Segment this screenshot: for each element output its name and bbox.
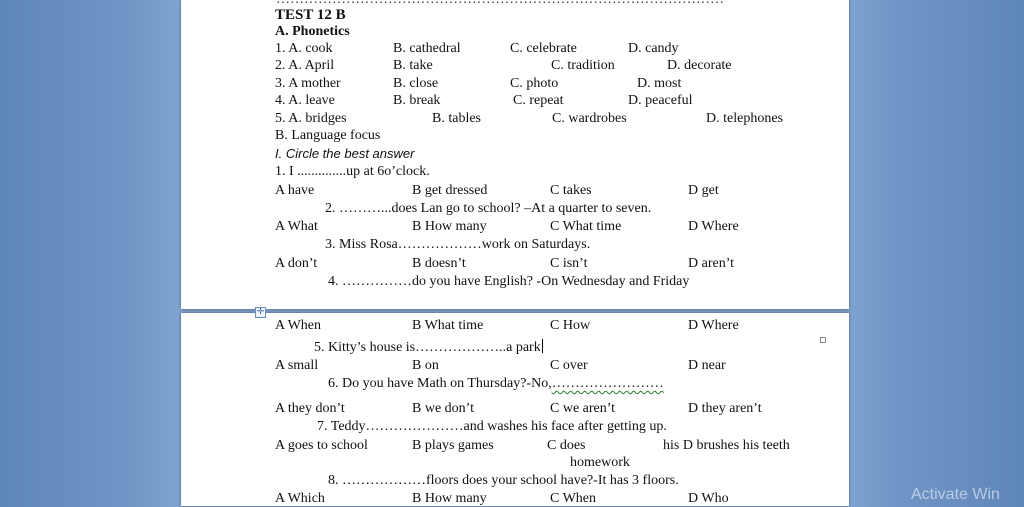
question-5-text[interactable]: 5. Kitty’s house is………………..a park bbox=[314, 340, 541, 355]
q7-option-c[interactable]: C does bbox=[547, 438, 586, 453]
q2-option-b[interactable]: B How many bbox=[412, 219, 487, 234]
q2-option-c[interactable]: C What time bbox=[550, 219, 622, 234]
q5-option-a[interactable]: A small bbox=[275, 358, 319, 373]
phonetics-1-d[interactable]: D. candy bbox=[628, 41, 679, 56]
q1-option-a[interactable]: A have bbox=[275, 183, 315, 198]
q4-option-d[interactable]: D Where bbox=[688, 318, 739, 333]
phonetics-1-b[interactable]: B. cathedral bbox=[393, 41, 461, 56]
phonetics-5-d[interactable]: D. telephones bbox=[706, 111, 783, 126]
question-5[interactable] bbox=[314, 339, 543, 356]
question-6[interactable] bbox=[328, 376, 664, 392]
q3-option-d[interactable]: D aren’t bbox=[688, 256, 734, 271]
phonetics-5-a[interactable]: 5. A. bridges bbox=[275, 111, 347, 126]
q3-option-a[interactable]: A don’t bbox=[275, 256, 318, 271]
q6-option-a[interactable]: A they don’t bbox=[275, 401, 345, 416]
phonetics-5-c[interactable]: C. wardrobes bbox=[552, 111, 627, 126]
q7-option-c-wrap[interactable]: homework bbox=[570, 455, 630, 470]
table-move-handle-icon[interactable]: ✛ bbox=[256, 307, 265, 317]
section-language-heading[interactable]: B. Language focus bbox=[275, 128, 381, 143]
activate-windows-watermark: Activate Win bbox=[911, 486, 1000, 503]
q7-option-b[interactable]: B plays games bbox=[412, 438, 494, 453]
table-resize-handle-icon[interactable] bbox=[820, 337, 826, 343]
q4-option-b[interactable]: B What time bbox=[412, 318, 484, 333]
phonetics-1-a[interactable]: 1. A. cook bbox=[275, 41, 333, 56]
phonetics-3-d[interactable]: D. most bbox=[637, 76, 682, 91]
question-1[interactable]: 1. I ..............up at 6o’clock. bbox=[275, 164, 430, 179]
phonetics-2-b[interactable]: B. take bbox=[393, 58, 433, 73]
q3-option-b[interactable]: B doesn’t bbox=[412, 256, 466, 271]
q7-option-d[interactable]: his D brushes his teeth bbox=[663, 438, 790, 453]
q8-option-b[interactable]: B How many bbox=[412, 491, 487, 506]
q8-option-c[interactable]: C When bbox=[550, 491, 597, 506]
question-3[interactable]: 3. Miss Rosa………………work on Saturdays. bbox=[325, 237, 591, 252]
q8-option-a[interactable]: A Which bbox=[275, 491, 325, 506]
q1-option-d[interactable]: D get bbox=[688, 183, 719, 198]
question-6-text[interactable]: 6. Do you have Math on Thursday?-No, bbox=[328, 376, 552, 391]
phonetics-5-b[interactable]: B. tables bbox=[432, 111, 481, 126]
q1-option-c[interactable]: C takes bbox=[550, 183, 592, 198]
q5-option-d[interactable]: D near bbox=[688, 358, 726, 373]
test-title[interactable]: TEST 12 B bbox=[275, 7, 346, 23]
section-phonetics-heading[interactable]: A. Phonetics bbox=[275, 24, 350, 39]
q4-option-a[interactable]: A When bbox=[275, 318, 322, 333]
phonetics-4-b[interactable]: B. break bbox=[393, 93, 441, 108]
phonetics-1-c[interactable]: C. celebrate bbox=[510, 41, 577, 56]
q2-option-d[interactable]: D Where bbox=[688, 219, 739, 234]
q5-option-c[interactable]: C over bbox=[550, 358, 588, 373]
question-8[interactable]: 8. ………………floors does your school have?-It has 3 floors. bbox=[328, 473, 679, 488]
q6-option-d[interactable]: D they aren’t bbox=[688, 401, 762, 416]
phonetics-3-b[interactable]: B. close bbox=[393, 76, 439, 91]
phonetics-4-c[interactable]: C. repeat bbox=[513, 93, 564, 108]
question-6-blank[interactable]: …………………… bbox=[551, 376, 664, 391]
q5-option-b[interactable]: B on bbox=[412, 358, 439, 373]
question-4[interactable]: 4. ……………do you have English? -On Wednesday and Friday bbox=[328, 274, 690, 289]
q8-option-d[interactable]: D Who bbox=[688, 491, 729, 506]
q3-option-c[interactable]: C isn’t bbox=[550, 256, 588, 271]
phonetics-4-a[interactable]: 4. A. leave bbox=[275, 93, 335, 108]
q1-option-b[interactable]: B get dressed bbox=[412, 183, 488, 198]
document-page-1 bbox=[181, 0, 849, 309]
q7-option-a[interactable]: A goes to school bbox=[275, 438, 368, 453]
question-2[interactable]: 2. ………...does Lan go to school? –At a quarter to seven. bbox=[325, 201, 652, 216]
q6-option-b[interactable]: B we don’t bbox=[412, 401, 474, 416]
phonetics-3-a[interactable]: 3. A mother bbox=[275, 76, 341, 91]
q6-option-c[interactable]: C we aren’t bbox=[550, 401, 616, 416]
text-cursor bbox=[542, 339, 543, 353]
instruction[interactable]: I. Circle the best answer bbox=[275, 146, 415, 161]
phonetics-3-c[interactable]: C. photo bbox=[510, 76, 559, 91]
phonetics-2-d[interactable]: D. decorate bbox=[667, 58, 732, 73]
q2-option-a[interactable]: A What bbox=[275, 219, 318, 234]
question-7[interactable]: 7. Teddy…………………and washes his face after getting up. bbox=[317, 419, 667, 434]
q4-option-c[interactable]: C How bbox=[550, 318, 591, 333]
document-page-2 bbox=[181, 307, 849, 506]
phonetics-2-a[interactable]: 2. A. April bbox=[275, 58, 335, 73]
phonetics-4-d[interactable]: D. peaceful bbox=[628, 93, 693, 108]
phonetics-2-c[interactable]: C. tradition bbox=[551, 58, 615, 73]
